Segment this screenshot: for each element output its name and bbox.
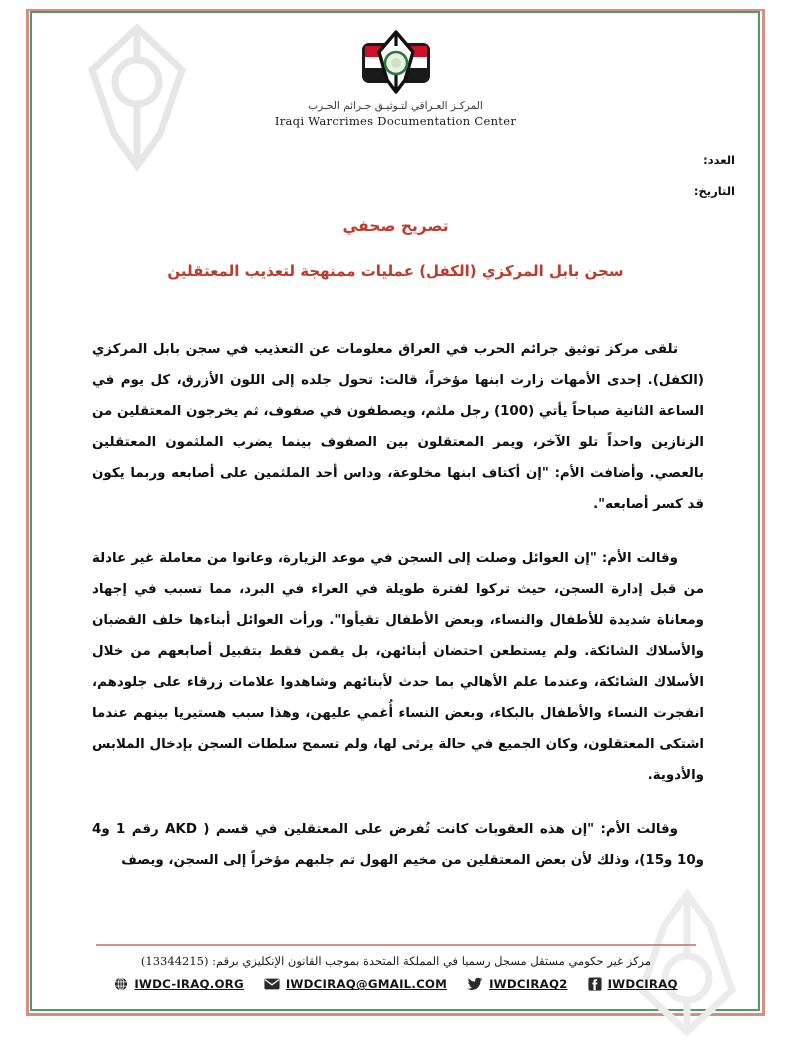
footer-link-label: IWDC-IRAQ.ORG — [134, 977, 244, 992]
footer-contact-links — [96, 977, 696, 991]
body-paragraph: وقالت الأم: "إن هذه العقوبات كانت تُفرض على المعتقلين في قسم ( AKD رقم 1 و4 و10 و15)، وذلك لأن بعض المعتقلين من مخيم الهول تم جلبهم مؤخراً إلى السجن، ويصف — [92, 822, 704, 868]
reference-date-label: التاريخ: — [693, 183, 735, 198]
page-subtitle: سجن بابل المركزي (الكفل) عمليات ممنهجة لتعذيب المعتقلين — [167, 262, 624, 281]
envelope-icon — [264, 978, 280, 990]
body-text — [92, 334, 704, 876]
footer-link-email[interactable] — [264, 977, 447, 991]
reference-number-label: العدد: — [703, 153, 735, 167]
footer-link-twitter[interactable] — [467, 977, 568, 991]
footer-link-facebook[interactable] — [588, 977, 678, 991]
body-paragraph: وقالت الأم: "إن العوائل وصلت إلى السجن في موعد الزيارة، وعانوا من معاملة غير عادلة من قبل إدارة السجن، حيث تركوا لفترة طويلة في العراء في البرد، مما تسبب في إجهاد ومعاناة شديدة للأطفال والنساء، وبعض الأطفال تقيأوا". ورأت العوائل أبناءها خلف القضبان والأسلاك الشائكة. ولم يستطعن احتضان أبنائهن، بل يقمن فقط بتقبيل أصابعهم من خلال الأسلاك الشائكة، وعندما علم الأهالي بما حدث لأبنائهم وشاهدوا علامات زرقاء على جلودهم، انفجرت النساء والأطفال بالبكاء، وبعض النساء أُغمي عليهن، وهذا سبب هستيريا بينهم عندما اشتكى المعتقلون، وكان الجميع في حالة يرثى لها، ولم تسمح سلطات السجن بإدخال الملابس والأدوية. — [92, 551, 704, 783]
page-title: تصريح صحفي — [342, 217, 449, 236]
facebook-icon — [588, 977, 602, 991]
pen-nib-iraqi-flag-logo-icon — [348, 30, 444, 96]
letterhead — [0, 30, 791, 129]
globe-icon — [114, 977, 128, 991]
body-paragraph: تلقى مركز توثيق جرائم الحرب في العراق معلومات عن التعذيب في سجن بابل المركزي (الكفل). إحدى الأمهات زارت ابنها مؤخراً، قالت: تحول جلده إلى اللون الأزرق، كل يوم في الساعة الثانية صباحاً يأتي (100) رجل ملثم، ويصطفون في صفوف، ثم يخرجون المعتقلين من الزنازين واحداً تلو الآخر، ويمر المعتقلون بين الصفوف بينما يضرب الملثمون المعتقلين بالعصي. وأضافت الأم: "إن أكتاف ابنها مخلوعة، وداس أحد الملثمين على أصابعه وربما يكون قد كسر أصابعه". — [92, 342, 704, 512]
footer-link-website[interactable] — [114, 977, 244, 991]
footer-divider — [96, 944, 696, 946]
footer-legal-text: مركز غير حكومي مستقل مسجل رسميا في المملكة المتحدة بموجب القانون الإنكليزي برقم: (13344215) — [140, 954, 652, 968]
footer-link-label: IWDCIRAQ — [607, 977, 678, 992]
footer-link-label: IWDCIRAQ2 — [489, 977, 568, 992]
footer — [96, 944, 696, 991]
footer-link-label: IWDCIRAQ@GMAIL.COM — [285, 977, 448, 992]
twitter-icon — [467, 977, 483, 991]
title-block — [0, 206, 791, 295]
organization-name-arabic: المركـز العـراقي لتـوثيـق جـرائم الحـرب — [308, 100, 483, 112]
organization-name-english: Iraqi Warcrimes Documentation Center — [274, 114, 517, 129]
